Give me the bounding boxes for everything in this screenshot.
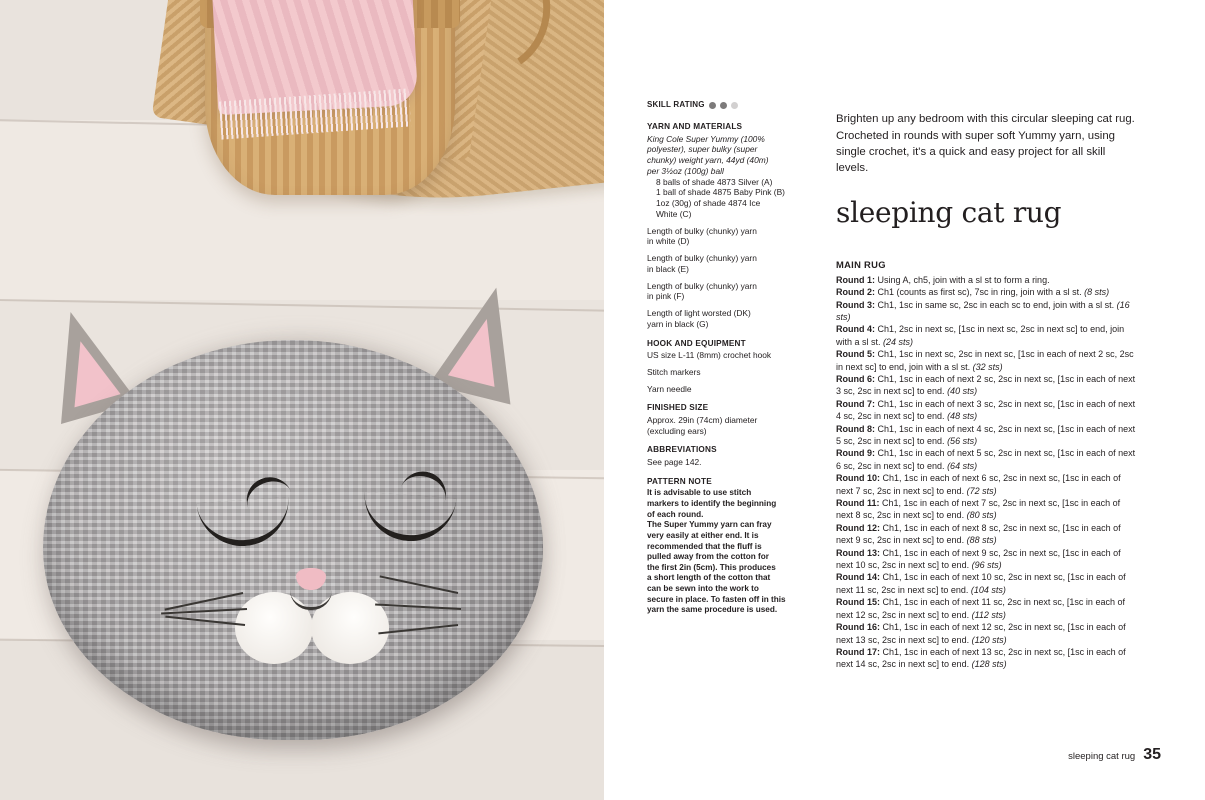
section-line: 1 ball of shade 4875 Baby Pink (B) (656, 187, 785, 198)
section-body (647, 457, 802, 468)
round-stitch-count: (40 sts) (947, 386, 978, 397)
section-heading: YARN AND MATERIALS (647, 122, 743, 132)
pattern-round: Round 14: Ch1, 1sc in each of next 10 sc, 2sc in next sc, [1sc in each of next 11 sc, 2sc in next sc] to end. (104 sts) (836, 572, 1126, 595)
round-stitch-count: (32 sts) (972, 361, 1003, 372)
round-stitch-count: (104 sts) (970, 584, 1006, 595)
skill-dot-filled (709, 102, 716, 109)
materials-column (647, 100, 802, 625)
pattern-round: Round 16: Ch1, 1sc in each of next 12 sc, 2sc in next sc, [1sc in each of next 13 sc, 2sc in next sc] to end. (120 sts) (836, 622, 1126, 645)
round-label: Round 6: (836, 373, 875, 384)
pattern-round: Round 9: Ch1, 1sc in each of next 5 sc, 2sc in next sc, [1sc in each of next 6 sc, 2sc in next sc] to end. (64 sts) (836, 448, 1136, 471)
section-heading: PATTERN NOTE (647, 476, 712, 486)
section-line: 8 balls of shade 4873 Silver (A) (656, 176, 773, 187)
section-line: per 3½oz (100g) ball (647, 165, 724, 176)
pattern-round: Round 6: Ch1, 1sc in each of next 2 sc, 2sc in next sc, [1sc in each of next 3 sc, 2sc in next sc] to end. (40 sts) (836, 373, 1136, 397)
round-stitch-count: (112 sts) (971, 609, 1006, 620)
pattern-column (836, 100, 1136, 671)
section-line: a short length of the cotton that (647, 573, 771, 583)
round-stitch-count: (88 sts) (966, 535, 997, 546)
pattern-round: Round 3: Ch1, 1sc in same sc, 2sc in each sc to end, join with a sl st. (16 sts) (836, 299, 1130, 322)
round-label: Round 7: (836, 398, 875, 409)
section-line: very easily at either end. It is (647, 530, 759, 540)
section-line: can be sewn into the work to (647, 584, 759, 594)
section-line: in white (D) (647, 236, 690, 247)
section-line: Approx. 29in (74cm) diameter (647, 414, 758, 425)
section-heading: FINISHED SIZE (647, 403, 709, 413)
round-stitch-count: (96 sts) (971, 560, 1002, 571)
section-line: Yarn needle (647, 383, 692, 394)
section-body (647, 488, 802, 616)
section-line: Stitch markers (647, 366, 701, 377)
pattern-round: Round 13: Ch1, 1sc in each of next 9 sc, 2sc in next sc, [1sc in each of next 10 sc, 2sc in next sc] to end. (96 sts) (836, 547, 1121, 571)
pattern-round: Round 11: Ch1, 1sc in each of next 7 sc, 2sc in next sc, [1sc in each of next 8 sc, 2sc in next sc] to end. (80 sts) (836, 498, 1121, 521)
round-stitch-count: (128 sts) (971, 659, 1007, 670)
section-body (647, 134, 802, 330)
round-label: Round 11: (836, 498, 880, 509)
pattern-round: Round 17: Ch1, 1sc in each of next 13 sc, 2sc in next sc, [1sc in each of next 14 sc, 2sc in next sc] to end. (128 sts) (836, 646, 1126, 670)
round-label: Round 14: (836, 572, 880, 583)
pattern-round: Round 12: Ch1, 1sc in each of next 8 sc, 2sc in next sc, [1sc in each of next 9 sc, 2sc in next sc] to end. (88 sts) (836, 522, 1121, 546)
section-line: chunky) weight yarn, 44yd (40m) (647, 155, 769, 166)
page-number: 35 (1143, 746, 1161, 763)
section-line: yarn the same procedure is used. (647, 605, 778, 615)
pattern-round: Round 1: Using A, ch5, join with a sl st to form a ring. (836, 274, 1050, 285)
round-label: Round 1: (836, 274, 875, 285)
round-stitch-count: (64 sts) (947, 460, 978, 471)
materials-sections (647, 122, 802, 616)
pattern-round: Round 7: Ch1, 1sc in each of next 3 sc, 2sc in next sc, [1sc in each of next 4 sc, 2sc in next sc] to end. (48 sts) (836, 398, 1136, 422)
pattern-round: Round 4: Ch1, 2sc in next sc, [1sc in next sc, 2sc in next sc] to end, join with a sl st. (24 sts) (836, 324, 1125, 347)
round-stitch-count: (80 sts) (966, 510, 997, 521)
page-footer (1068, 746, 1161, 764)
text-page (604, 0, 1205, 800)
cat-rug-photo (25, 280, 565, 750)
cat-whisker (380, 575, 459, 594)
round-label: Round 9: (836, 448, 875, 459)
section-line: yarn in black (G) (647, 318, 709, 329)
round-stitch-count: (120 sts) (971, 634, 1007, 645)
skill-dot-filled (720, 102, 727, 109)
round-label: Round 16: (836, 622, 880, 633)
cat-whisker (165, 616, 245, 626)
pattern-round: Round 2: Ch1 (counts as first sc), 7sc in ring, join with a sl st. (8 sts) (836, 287, 1110, 298)
pattern-round: Round 10: Ch1, 1sc in each of next 6 sc, 2sc in next sc, [1sc in each of next 7 sc, 2sc in next sc] to end. (72 sts) (836, 473, 1121, 496)
section-line: Length of bulky (chunky) yarn (647, 253, 757, 264)
page-title: sleeping cat rug (836, 196, 1062, 230)
section-heading: ABBREVIATIONS (647, 445, 717, 455)
round-label: Round 5: (836, 349, 875, 360)
pattern-round: Round 15: Ch1, 1sc in each of next 11 sc, 2sc in next sc, [1sc in each of next 12 sc, 2sc in next sc] to end. (112 sts) (836, 597, 1125, 620)
section-line: markers to identify the beginning (647, 498, 777, 508)
section-line: See page 142. (647, 456, 702, 467)
section-line: recommended that the fluff is (647, 541, 762, 551)
cat-whisker (161, 608, 247, 614)
round-stitch-count: (48 sts) (947, 411, 978, 422)
round-label: Round 12: (836, 522, 880, 533)
round-label: Round 2: (836, 287, 875, 298)
section-line: pulled away from the cotton for (647, 552, 769, 562)
round-stitch-count: (72 sts) (966, 485, 997, 496)
pattern-round: Round 5: Ch1, 1sc in next sc, 2sc in next sc, [1sc in each of next 2 sc, 2sc in next sc] to end, join with a sl st. (32 sts) (836, 349, 1134, 372)
section-line: King Cole Super Yummy (100% (647, 133, 765, 144)
section-line: the first 2in (5cm). This produces (647, 562, 776, 572)
section-line: The Super Yummy yarn can fray (647, 520, 772, 530)
footer-label: sleeping cat rug (1068, 751, 1136, 762)
round-label: Round 17: (836, 646, 880, 657)
pattern-section-heading: MAIN RUG (836, 258, 886, 270)
round-label: Round 4: (836, 324, 875, 335)
round-label: Round 15: (836, 597, 880, 608)
round-stitch-count: (56 sts) (947, 436, 978, 447)
section-body (647, 350, 802, 394)
section-body (647, 415, 802, 437)
skill-dot-empty (731, 102, 738, 109)
section-line: White (C) (656, 208, 692, 219)
cat-whisker (375, 604, 461, 610)
section-line: secure in place. To fasten off in this (647, 594, 786, 604)
round-label: Round 8: (836, 423, 875, 434)
cat-head (43, 340, 543, 740)
intro-paragraph: Brighten up any bedroom with this circular sleeping cat rug. Crocheted in rounds with super soft Yummy yarn, using single crochet, it's a quick and easy project for all skill levels. (836, 113, 1135, 174)
round-stitch-count: (16 sts) (836, 299, 1130, 322)
section-line: of each round. (647, 509, 704, 519)
round-label: Round 3: (836, 299, 875, 310)
pattern-rounds (836, 274, 1136, 671)
cat-whisker (378, 624, 458, 634)
section-line: in pink (F) (647, 291, 685, 302)
cat-eye-left (197, 497, 292, 549)
skill-rating-label: SKILL RATING (647, 100, 705, 109)
section-heading: HOOK AND EQUIPMENT (647, 338, 746, 348)
round-label: Round 13: (836, 547, 880, 558)
section-line: polyester), super bulky (super (647, 144, 758, 155)
section-line: Length of light worsted (DK) (647, 308, 751, 319)
section-line: Length of bulky (chunky) yarn (647, 280, 757, 291)
cat-nose (296, 568, 326, 590)
section-line: (excluding ears) (647, 425, 707, 436)
section-line: Length of bulky (chunky) yarn (647, 225, 757, 236)
round-label: Round 10: (836, 473, 880, 484)
skill-rating (647, 100, 802, 110)
section-line: US size L-11 (8mm) crochet hook (647, 350, 772, 361)
round-stitch-count: (24 sts) (883, 336, 914, 347)
pattern-round: Round 8: Ch1, 1sc in each of next 4 sc, 2sc in next sc, [1sc in each of next 5 sc, 2sc in next sc] to end. (56 sts) (836, 423, 1136, 447)
round-stitch-count: (8 sts) (1084, 287, 1110, 298)
section-line: 1oz (30g) of shade 4874 Ice (656, 198, 761, 209)
section-line: It is advisable to use stitch (647, 488, 752, 498)
section-line: in black (E) (647, 263, 689, 274)
